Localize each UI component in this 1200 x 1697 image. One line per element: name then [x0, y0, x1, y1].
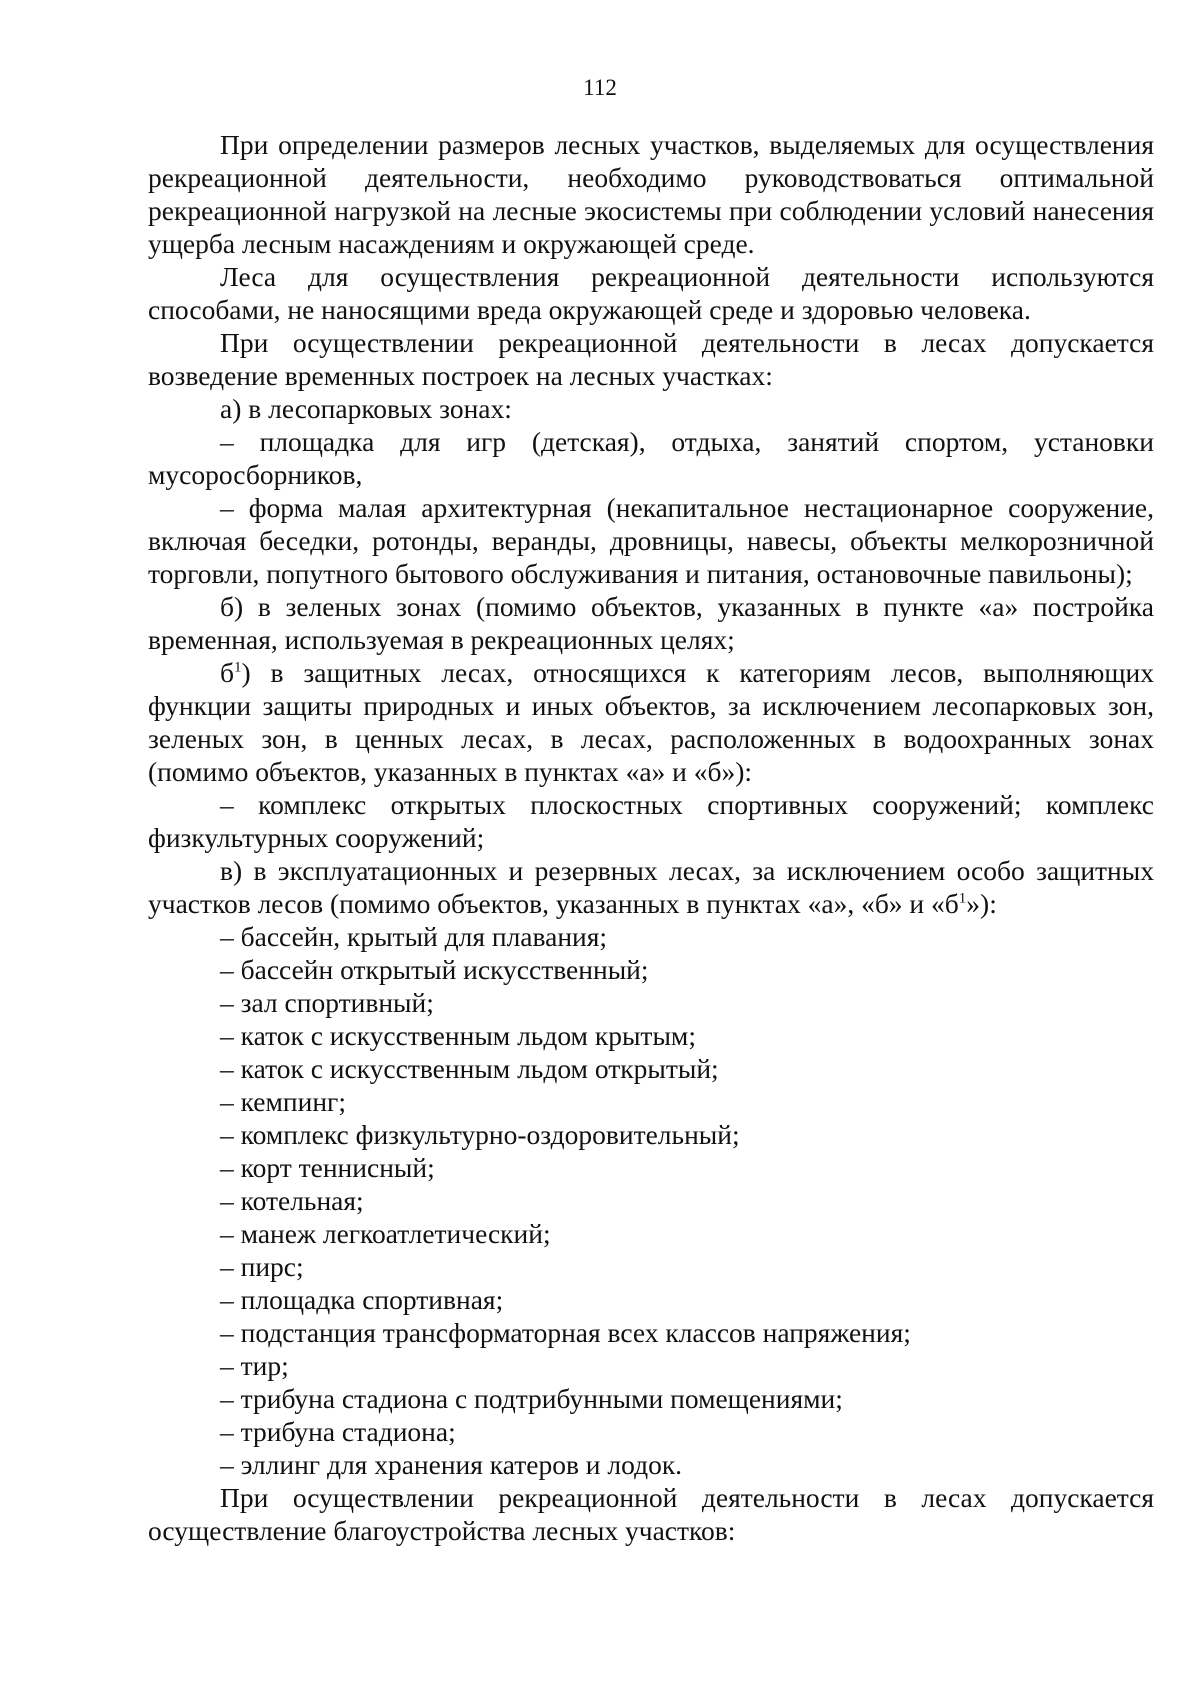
list-item: – площадка спортивная;: [220, 1284, 504, 1315]
paragraph-landscaping: При осуществлении рекреационной деятельности в лесах допускается осуществление благоустройства лесных участков:: [148, 1482, 1154, 1546]
section-b-heading: б) в зеленых зонах (помимо объектов, указанных в пункте «а» постройка временная, используемая в рекреационных целях;: [148, 591, 1154, 655]
section-b1-item-sports-complex: – комплекс открытых плоскостных спортивных сооружений; комплекс физкультурных сооружений;: [148, 789, 1154, 853]
list-item: – кемпинг;: [220, 1086, 346, 1117]
list-item: – пирс;: [220, 1251, 304, 1282]
list-item: – бассейн открытый искусственный;: [220, 954, 649, 985]
paragraph-plot-size: При определении размеров лесных участков, выделяемых для осуществления рекреационной деятельности, необходимо руководствоваться оптимальной рекреационной нагрузкой на лесные экосистемы при соблюдении условий нанесения ущерба лесным насаждениям и окружающей среде.: [148, 129, 1154, 259]
section-b1-superscript: 1: [234, 659, 242, 676]
section-a-heading: а) в лесопарковых зонах:: [220, 393, 512, 424]
list-item: – подстанция трансформаторная всех классов напряжения;: [220, 1317, 911, 1348]
section-v-list: [148, 920, 1154, 1481]
list-item: – зал спортивный;: [220, 987, 434, 1018]
page-number: 112: [583, 75, 617, 100]
section-b1-heading: [148, 656, 1154, 788]
section-v-heading-superscript: 1: [958, 890, 967, 907]
list-item: – эллинг для хранения катеров и лодок.: [220, 1449, 683, 1480]
list-item: – каток с искусственным льдом крытым;: [220, 1020, 696, 1051]
list-item: – корт теннисный;: [220, 1152, 435, 1183]
list-item: – бассейн, крытый для плавания;: [220, 921, 608, 952]
section-a-item-small-architecture: – форма малая архитектурная (некапитальное нестационарное сооружение, включая беседки, ротонды, веранды, дровницы, навесы, объекты мелкорозничной торговли, попутного бытового обслуживания и питания, остановочные павильоны);: [148, 492, 1154, 589]
section-v-heading: [148, 854, 1154, 920]
section-b1-text: ) в защитных лесах, относящихся к категориям лесов, выполняющих функции защиты природных и иных объектов, за исключением лесопарковых зон, зеленых зон, в ценных лесах, в лесах, расположенных в водоохранных зонах (помимо объектов, указанных в пунктах «а» и «б»):: [148, 657, 1154, 787]
list-item: – каток с искусственным льдом открытый;: [220, 1053, 719, 1084]
document-body: [148, 128, 1154, 1547]
list-item: – манеж легкоатлетический;: [220, 1218, 551, 1249]
list-item: – тир;: [220, 1350, 289, 1381]
section-a-item-playground: – площадка для игр (детская), отдыха, занятий спортом, установки мусоросборников,: [148, 426, 1154, 490]
section-v-heading-text: в) в эксплуатационных и резервных лесах, за исключением особо защитных участков лесов (помимо объектов, указанных в пунктах «а», «б» и «б: [148, 855, 1154, 919]
list-item: – котельная;: [220, 1185, 364, 1216]
list-item: – комплекс физкультурно-оздоровительный;: [220, 1119, 740, 1150]
list-item: – трибуна стадиона с подтрибунными помещениями;: [220, 1383, 843, 1414]
list-item: – трибуна стадиона;: [220, 1416, 456, 1447]
paragraph-temporary-buildings: При осуществлении рекреационной деятельности в лесах допускается возведение временных построек на лесных участках:: [148, 327, 1154, 391]
paragraph-forest-use: Леса для осуществления рекреационной деятельности используются способами, не наносящими вреда окружающей среде и здоровью человека.: [148, 261, 1154, 325]
section-b1-prefix: б: [220, 657, 234, 688]
section-v-heading-end: »):: [966, 888, 997, 919]
